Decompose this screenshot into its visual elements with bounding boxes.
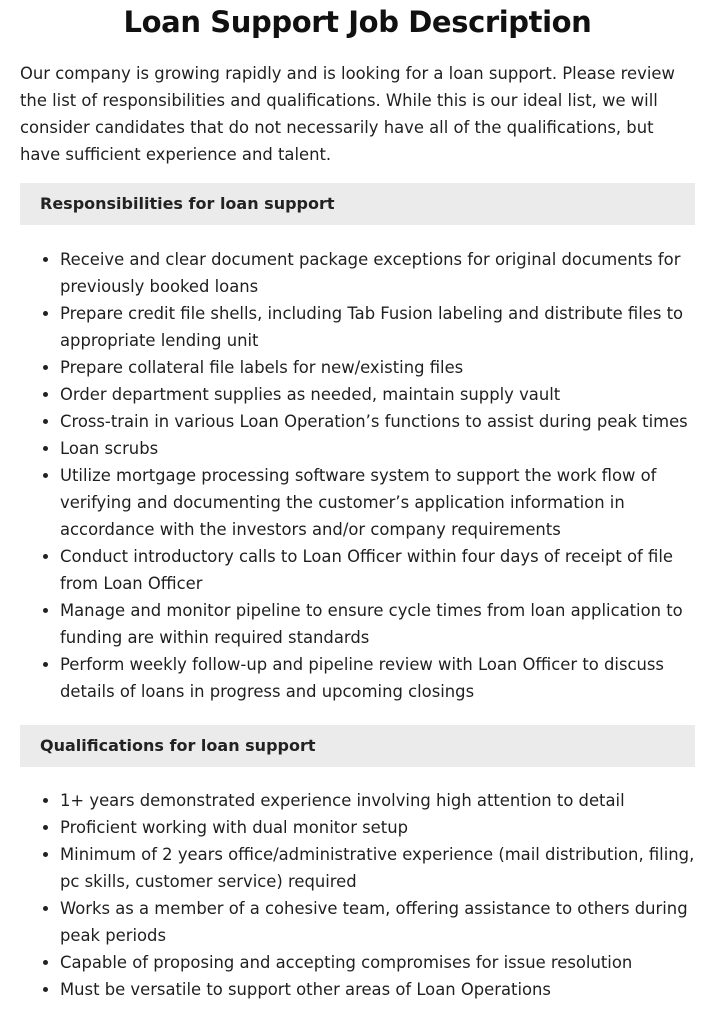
list-item: • Perform weekly follow-up and pipeline review with Loan Officer to discuss details of loans in progress and upcoming closings <box>60 651 695 705</box>
list-item: • 1+ years demonstrated experience involving high attention to detail <box>60 787 695 814</box>
page-title: Loan Support Job Description <box>123 5 592 39</box>
list-item: • Receive and clear document package exceptions for original documents for previously booked loans <box>60 246 695 300</box>
list-item: • Loan scrubs <box>60 435 695 462</box>
list-item: • Works as a member of a cohesive team, offering assistance to others during peak periods <box>60 895 695 949</box>
responsibilities-heading: Responsibilities for loan support <box>20 183 695 225</box>
list-item: • Conduct introductory calls to Loan Officer within four days of receipt of file from Loan Officer <box>60 543 695 597</box>
list-item: • Prepare credit file shells, including Tab Fusion labeling and distribute files to appropriate lending unit <box>60 300 695 354</box>
list-item: • Utilize mortgage processing software system to support the work flow of verifying and documenting the customer’s application information in accordance with the investors and/or company requirements <box>60 462 695 543</box>
list-item: • Capable of proposing and accepting compromises for issue resolution <box>60 949 695 976</box>
responsibilities-list <box>20 246 695 705</box>
qualifications-heading: Qualifications for loan support <box>20 725 695 767</box>
list-item: • Cross-train in various Loan Operation’s functions to assist during peak times <box>60 408 695 435</box>
list-item: • Order department supplies as needed, maintain supply vault <box>60 381 695 408</box>
list-item: • Proficient working with dual monitor setup <box>60 814 695 841</box>
list-item: • Prepare collateral file labels for new/existing files <box>60 354 695 381</box>
intro-paragraph: Our company is growing rapidly and is looking for a loan support. Please review the list of responsibilities and qualifications. While this is our ideal list, we will consider candidates that do not necessarily have all of the qualifications, but have sufficient experience and talent. <box>20 64 675 164</box>
list-item: • Must be versatile to support other areas of Loan Operations <box>60 976 695 1003</box>
list-item: • Minimum of 2 years office/administrative experience (mail distribution, filing, pc skills, customer service) required <box>60 841 695 895</box>
qualifications-list <box>20 787 695 1003</box>
job-description-page <box>20 0 695 1003</box>
list-item: • Manage and monitor pipeline to ensure cycle times from loan application to funding are within required standards <box>60 597 695 651</box>
